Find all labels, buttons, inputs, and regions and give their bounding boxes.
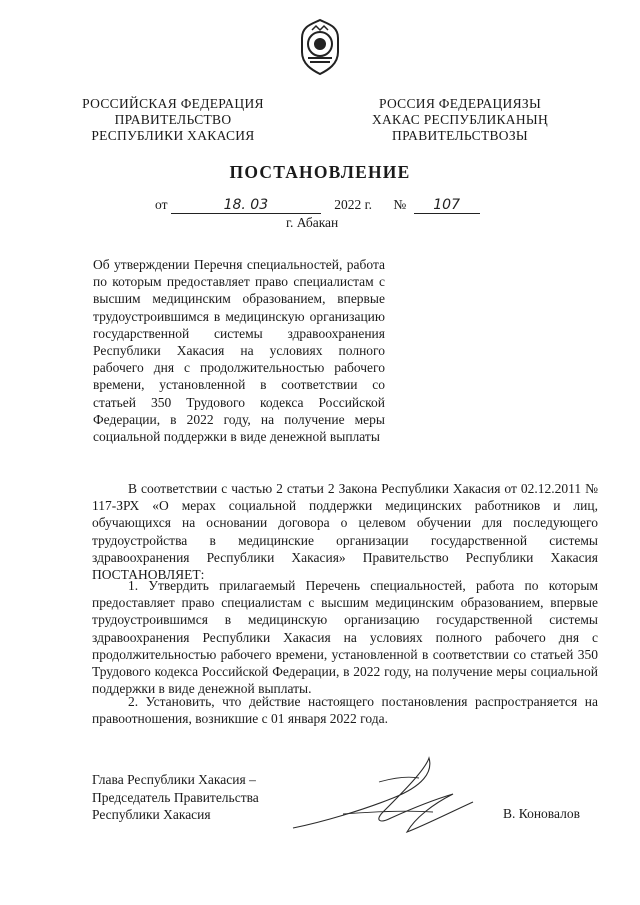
- city: г. Абакан: [286, 215, 339, 230]
- item-1-paragraph: 1. Утвердить прилагаемый Перечень специальностей, работа по которым предоставляет право специалистам с высшим медицинским образованием, впервые трудоустроившимся в медицинскую организацию государственной системы здравоохранения Республики Хакасия на условиях полного рабочего дня с продолжительностью рабочего времени, установленной в соответствии со статьей 350 Трудового кодекса Российской Федерации, в 2022 году, на получение меры социальной поддержки в виде денежной выплаты.: [92, 578, 598, 697]
- header-left-line-1: РОССИЙСКАЯ ФЕДЕРАЦИЯ: [82, 96, 264, 111]
- header-left-line-3: РЕСПУБЛИКИ ХАКАСИЯ: [91, 128, 255, 143]
- preamble-text: В соответствии с частью 2 статьи 2 Закона Республики Хакасия от 02.12.2011 № 117-ЗРХ «О мерах социальной поддержки медицинских работников и лиц, обучающихся на основании договора о целевом обучении для последующего трудоустройства в медицинские организации государственной системы здравоохранения Республики Хакасия» Правительство Республики Хакасия: [92, 481, 598, 565]
- signatory-role-line-1: Глава Республики Хакасия –: [92, 772, 256, 787]
- item-2-paragraph: 2. Установить, что действие настоящего постановления распространяется на правоотношения, возникшие с 01 января 2022 года.: [92, 694, 598, 727]
- signatory-name: В. Коновалов: [503, 806, 580, 821]
- date-prefix: от: [155, 197, 168, 212]
- header-right: [350, 96, 570, 144]
- signatory-role-line-2: Председатель Правительства: [92, 789, 259, 805]
- document-type-title: ПОСТАНОВЛЕНИЕ: [229, 162, 411, 182]
- header-left-line-2: ПРАВИТЕЛЬСТВО: [114, 112, 232, 127]
- coat-of-arms-emblem: [298, 18, 342, 76]
- date-year: 2022 г.: [334, 197, 372, 212]
- preamble-paragraph: [92, 480, 598, 583]
- header-right-line-1: РОССИЯ ФЕДЕРАЦИЯЗЫ: [378, 96, 542, 111]
- decree-word: ПОСТАНОВЛЯЕТ:: [92, 567, 205, 583]
- document-subject: Об утверждении Перечня специальностей, работа по которым предоставляет право специалистам с высшим медицинским образованием, впервые трудоустроившимся в медицинскую организацию государственной системы здравоохранения Республики Хакасия на условиях полного рабочего дня с продолжительностью рабочего времени, установленной в соответствии со статьей 350 Трудового кодекса Российской Федерации, в 2022 году, на получение меры социальной поддержки в виде денежной выплаты: [93, 257, 385, 445]
- signatory-role-line-3: Республики Хакасия: [92, 807, 211, 822]
- document-number: 107: [414, 197, 480, 214]
- date-number-line: [155, 197, 480, 214]
- handwritten-signature: [283, 752, 483, 844]
- signatory-role: [92, 771, 259, 824]
- date-value: 18. 03: [171, 197, 321, 214]
- header-right-line-3: ПРАВИТЕЛЬСТВОЗЫ: [392, 128, 528, 143]
- header-right-line-2: ХАКАС РЕСПУБЛИКАНЫҢ: [371, 112, 549, 127]
- number-prefix: №: [393, 197, 407, 212]
- header-left: [78, 96, 268, 144]
